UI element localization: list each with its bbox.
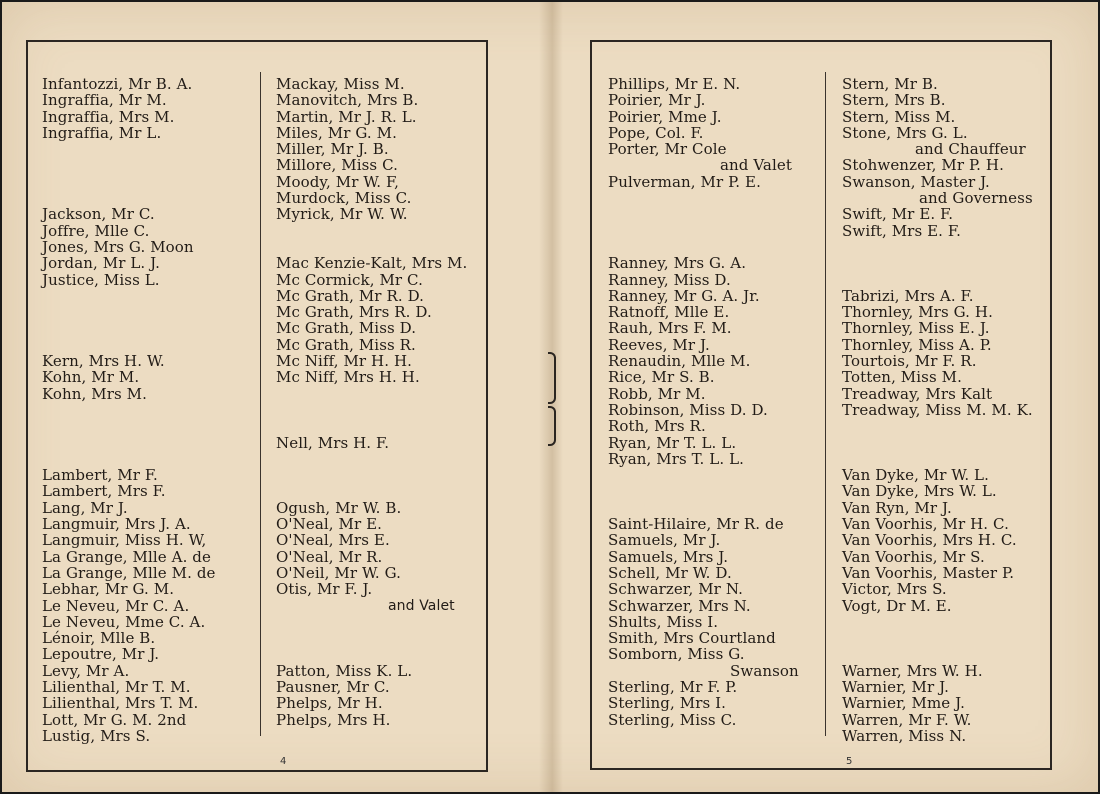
list-item: Ratnoff, Mlle E. <box>608 303 730 322</box>
list-item: Nell, Mrs H. F. <box>276 433 390 452</box>
list-item: O'Neal, Mr R. <box>276 547 383 566</box>
list-item: Le Neveu, Mme C. A. <box>42 612 206 631</box>
list-item: Mc Cormick, Mr C. <box>276 270 423 289</box>
list-item: Jones, Mrs G. Moon <box>42 237 194 256</box>
list-item: Ranney, Mrs G. A. <box>608 254 747 273</box>
left-page <box>26 40 488 772</box>
list-item: Lang, Mr J. <box>42 498 128 517</box>
list-spacer <box>42 418 216 434</box>
staple-bottom <box>548 406 556 446</box>
list-item: Treadway, Mrs Kalt <box>842 384 993 403</box>
right-page-column-divider <box>825 72 826 736</box>
list-item: Schwarzer, Mrs N. <box>608 596 751 615</box>
right-page-column-1 <box>608 76 799 728</box>
list-item: Ranney, Miss D. <box>608 270 731 289</box>
list-spacer <box>608 223 799 239</box>
list-item: Ingraffia, Mrs M. <box>42 107 175 126</box>
list-item: Lénoir, Mlle B. <box>42 629 156 648</box>
list-spacer <box>42 435 216 451</box>
list-item: Porter, Mr Cole <box>608 140 727 159</box>
list-item: Phillips, Mr E. N. <box>608 75 741 93</box>
list-spacer <box>42 174 216 190</box>
list-spacer <box>42 304 216 320</box>
left-page-column-divider <box>260 72 261 736</box>
list-item: Stern, Mr B. <box>842 75 938 93</box>
list-item: Langmuir, Mrs J. A. <box>42 515 191 534</box>
list-item: Lott, Mr G. M. 2nd <box>42 710 187 729</box>
list-item: Swanson <box>730 661 799 680</box>
list-item: Swift, Mr E. F. <box>842 205 954 224</box>
list-item: Warner, Mrs W. H. <box>842 661 983 680</box>
list-item: Infantozzi, Mr B. A. <box>42 75 193 93</box>
list-item: Otis, Mr F. J. <box>276 580 373 599</box>
list-item: Van Ryn, Mr J. <box>842 498 952 517</box>
list-item: Lepoutre, Mr J. <box>42 645 160 664</box>
left-page-column-1 <box>42 76 216 744</box>
list-item: Miller, Mr J. B. <box>276 140 389 159</box>
list-spacer <box>276 223 467 239</box>
list-item: O'Neil, Mr W. G. <box>276 563 401 582</box>
list-item: Mac Kenzie-Kalt, Mrs M. <box>276 254 468 273</box>
list-item: Miles, Mr G. M. <box>276 123 397 142</box>
list-item: Sterling, Mr F. P. <box>608 677 738 696</box>
list-item: Treadway, Miss M. M. K. <box>842 400 1033 419</box>
staple-top <box>548 352 556 404</box>
list-item: Van Dyke, Mrs W. L. <box>842 482 997 501</box>
list-item: Mc Grath, Mrs R. D. <box>276 303 432 322</box>
list-item: Van Voorhis, Mr S. <box>842 547 985 566</box>
list-item: Tourtois, Mr F. R. <box>842 352 977 371</box>
list-spacer <box>42 402 216 418</box>
list-spacer <box>608 206 799 222</box>
list-item: Schwarzer, Mr N. <box>608 580 743 599</box>
list-item: Robb, Mr M. <box>608 384 706 403</box>
list-spacer <box>276 483 467 499</box>
list-item: Warnier, Mme J. <box>842 694 965 713</box>
list-item: Ingraffia, Mr L. <box>42 123 162 142</box>
list-item: Van Voorhis, Mrs H. C. <box>842 531 1017 550</box>
list-spacer <box>42 190 216 206</box>
list-item: Pausner, Mr C. <box>276 677 390 696</box>
list-item: Manovitch, Mrs B. <box>276 91 419 110</box>
list-item: and Governess <box>919 189 1033 208</box>
list-item: and Valet <box>388 597 455 614</box>
list-item: Robinson, Miss D. D. <box>608 400 768 419</box>
list-item: and Chauffeur <box>915 140 1026 159</box>
list-item: Phelps, Mrs H. <box>276 710 391 729</box>
list-spacer <box>42 288 216 304</box>
list-item: Smith, Mrs Courtland <box>608 629 776 648</box>
list-item: Mc Niff, Mrs H. H. <box>276 368 420 387</box>
list-item: Myrick, Mr W. W. <box>276 205 408 224</box>
list-item: Rice, Mr S. B. <box>608 368 715 387</box>
list-item: Joffre, Mlle C. <box>42 221 150 240</box>
list-item: Stone, Mrs G. L. <box>842 123 968 142</box>
list-item: Stohwenzer, Mr P. H. <box>842 156 1004 175</box>
list-item: Lambert, Mrs F. <box>42 482 166 501</box>
list-item: Samuels, Mrs J. <box>608 547 729 566</box>
list-spacer <box>842 418 1033 434</box>
list-item: Stern, Miss M. <box>842 107 956 126</box>
list-item: and Valet <box>720 156 792 175</box>
list-item: Sterling, Mrs I. <box>608 694 727 713</box>
list-item: O'Neal, Mrs E. <box>276 531 390 550</box>
list-item: Murdock, Miss C. <box>276 189 412 208</box>
list-item: Swift, Mrs E. F. <box>842 221 961 240</box>
list-item: Poirier, Mme J. <box>608 107 722 126</box>
list-item: Totten, Miss M. <box>842 368 962 387</box>
list-item: Phelps, Mr H. <box>276 694 383 713</box>
list-item: Mc Grath, Miss R. <box>276 335 416 354</box>
list-spacer <box>276 467 467 483</box>
list-spacer <box>276 614 467 630</box>
list-item: Renaudin, Mlle M. <box>608 352 751 371</box>
list-item: Ryan, Mr T. L. L. <box>608 433 737 452</box>
list-item: Schell, Mr W. D. <box>608 563 732 582</box>
list-item: Rauh, Mrs F. M. <box>608 319 732 338</box>
list-item: Thornley, Mrs G. H. <box>842 303 993 322</box>
list-item: Kern, Mrs H. W. <box>42 352 165 371</box>
list-item: Martin, Mr J. R. L. <box>276 107 417 126</box>
list-item: Mackay, Miss M. <box>276 75 405 93</box>
page-number: 5 <box>846 756 853 767</box>
booklet-spread <box>2 2 1098 792</box>
list-spacer <box>608 467 799 483</box>
list-spacer <box>842 630 1033 646</box>
list-item: Saint-Hilaire, Mr R. de <box>608 515 784 534</box>
list-item: Warren, Miss N. <box>842 726 967 745</box>
list-spacer <box>42 141 216 157</box>
list-spacer <box>842 435 1033 451</box>
list-item: Pulverman, Mr P. E. <box>608 172 761 191</box>
list-item: Swanson, Master J. <box>842 172 990 191</box>
list-spacer <box>42 337 216 353</box>
list-item: Warren, Mr F. W. <box>842 710 972 729</box>
list-item: Ryan, Mrs T. L. L. <box>608 449 745 468</box>
list-spacer <box>276 386 467 402</box>
list-spacer <box>608 190 799 206</box>
list-spacer <box>276 630 467 646</box>
list-item: Sterling, Miss C. <box>608 710 737 729</box>
list-item: Roth, Mrs R. <box>608 417 706 436</box>
list-spacer <box>608 500 799 516</box>
list-spacer <box>276 451 467 467</box>
list-item: Lilienthal, Mrs T. M. <box>42 694 199 713</box>
list-spacer <box>842 272 1033 288</box>
list-spacer <box>608 483 799 499</box>
list-item: Le Neveu, Mr C. A. <box>42 596 190 615</box>
list-item: La Grange, Mlle A. de <box>42 547 211 566</box>
list-item: Lustig, Mrs S. <box>42 726 151 745</box>
list-item: Millore, Miss C. <box>276 156 398 175</box>
list-spacer <box>842 614 1033 630</box>
list-item: Shults, Miss I. <box>608 612 719 631</box>
list-item: Poirier, Mr J. <box>608 91 706 110</box>
list-item: Levy, Mr A. <box>42 661 130 680</box>
list-item: Warnier, Mr J. <box>842 677 949 696</box>
list-item: Vogt, Dr M. E. <box>842 596 952 615</box>
list-item: Van Dyke, Mr W. L. <box>842 466 989 485</box>
list-spacer <box>842 451 1033 467</box>
list-item: Van Voorhis, Master P. <box>842 563 1015 582</box>
list-item: Jackson, Mr C. <box>42 205 155 224</box>
list-item: Mc Grath, Mr R. D. <box>276 286 425 305</box>
list-item: Jordan, Mr L. J. <box>42 254 160 273</box>
right-page <box>590 40 1052 770</box>
list-item: Lilienthal, Mr T. M. <box>42 677 191 696</box>
list-spacer <box>276 646 467 662</box>
list-spacer <box>276 402 467 418</box>
list-item: Van Voorhis, Mr H. C. <box>842 515 1009 534</box>
list-item: Ogush, Mr W. B. <box>276 498 402 517</box>
list-item: Tabrizi, Mrs A. F. <box>842 286 974 305</box>
list-item: Ingraffia, Mr M. <box>42 91 167 110</box>
list-item: Patton, Miss K. L. <box>276 661 413 680</box>
list-item: O'Neal, Mr E. <box>276 515 383 534</box>
list-item: Justice, Miss L. <box>42 270 160 289</box>
list-spacer <box>42 320 216 336</box>
list-spacer <box>42 451 216 467</box>
left-page-column-2 <box>276 76 467 728</box>
list-item: La Grange, Mlle M. de <box>42 563 216 582</box>
list-item: Mc Grath, Miss D. <box>276 319 417 338</box>
list-item: Kohn, Mrs M. <box>42 384 148 403</box>
list-spacer <box>276 239 467 255</box>
list-item: Mc Niff, Mr H. H. <box>276 352 413 371</box>
list-item: Somborn, Miss G. <box>608 645 745 664</box>
list-item: Kohn, Mr M. <box>42 368 140 387</box>
page-number: 4 <box>280 756 287 767</box>
list-spacer <box>42 157 216 173</box>
right-page-column-2 <box>842 76 1033 744</box>
list-item: Langmuir, Miss H. W, <box>42 531 207 550</box>
list-spacer <box>842 239 1033 255</box>
list-item: Samuels, Mr J. <box>608 531 721 550</box>
list-item: Stern, Mrs B. <box>842 91 946 110</box>
list-item: Moody, Mr W. F, <box>276 172 400 191</box>
list-item: Lambert, Mr F. <box>42 466 158 485</box>
list-item: Lebhar, Mr G. M. <box>42 580 175 599</box>
list-item: Thornley, Miss E. J. <box>842 319 990 338</box>
list-item: Victor, Mrs S. <box>842 580 947 599</box>
list-spacer <box>842 255 1033 271</box>
list-item: Ranney, Mr G. A. Jr. <box>608 286 760 305</box>
list-spacer <box>842 646 1033 662</box>
list-spacer <box>608 239 799 255</box>
list-spacer <box>276 418 467 434</box>
list-item: Reeves, Mr J. <box>608 335 710 354</box>
list-item: Thornley, Miss A. P. <box>842 335 992 354</box>
list-item: Pope, Col. F. <box>608 123 704 142</box>
